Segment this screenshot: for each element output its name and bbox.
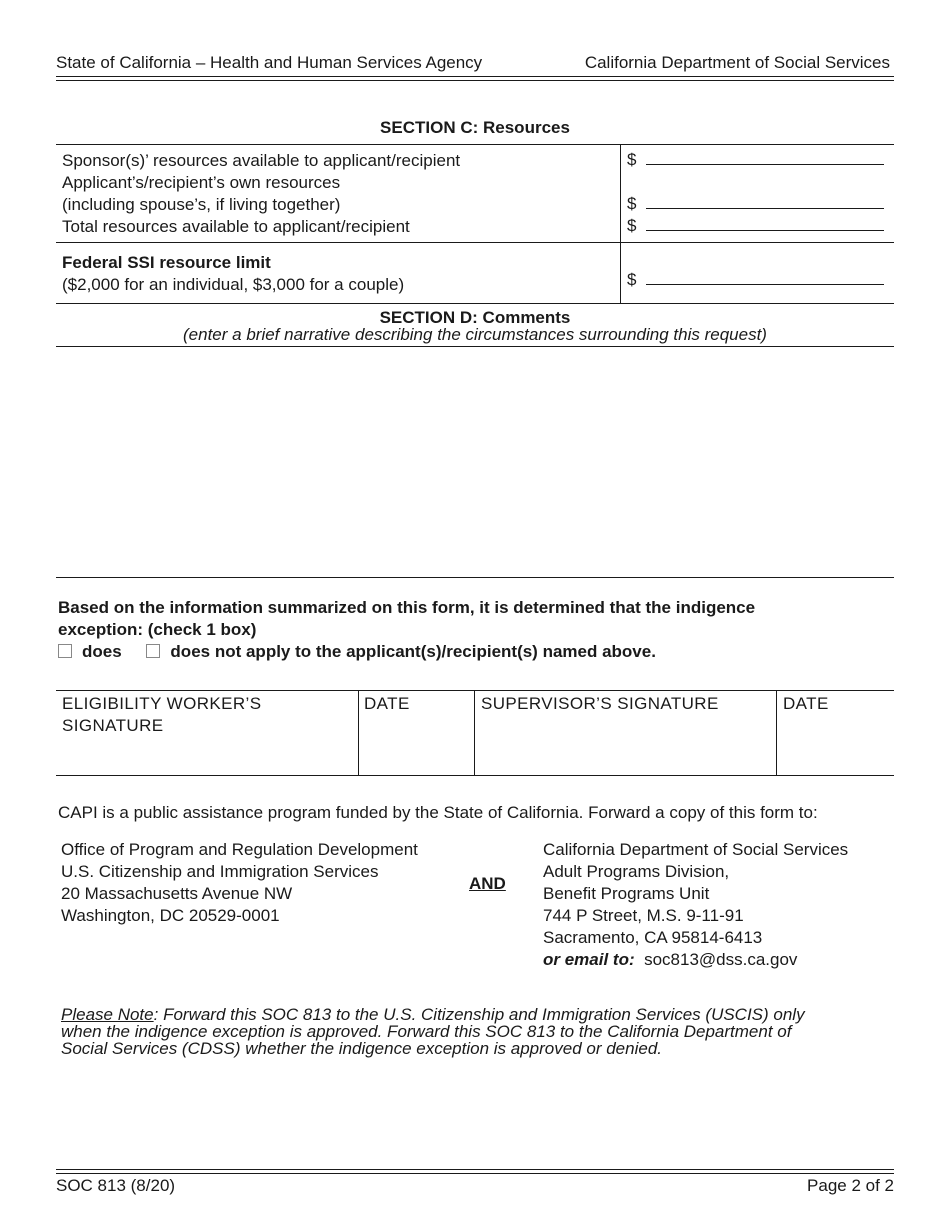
address-uscis-line1: Office of Program and Regulation Development — [61, 840, 418, 859]
sponsor-resources-label: Sponsor(s)’ resources available to applicant/recipient — [62, 151, 461, 170]
form-number: SOC 813 (8/20) — [56, 1176, 176, 1195]
note-line3: Social Services (CDSS) whether the indigence exception is approved or denied. — [61, 1039, 662, 1058]
dollar-sign: $ — [627, 194, 637, 213]
address-cdss-line1: California Department of Social Services — [543, 840, 849, 859]
does-option-label: does — [82, 642, 122, 661]
worker-signature-label-line1: ELIGIBILITY WORKER’S — [62, 694, 262, 713]
signature-rule-bottom — [56, 775, 894, 776]
sponsor-resources-input-line[interactable] — [646, 148, 884, 165]
date1-label: DATE — [364, 694, 410, 713]
section-c-row-divider — [56, 242, 894, 243]
note-line2: when the indigence exception is approved. Forward this SOC 813 to the California Department of — [61, 1022, 792, 1041]
own-resources-field[interactable] — [627, 192, 884, 215]
comments-area[interactable] — [56, 347, 894, 577]
capi-statement: CAPI is a public assistance program funded by the State of California. Forward a copy of this form to: — [58, 803, 818, 822]
address-cdss-line4: 744 P Street, M.S. 9-11-91 — [543, 906, 744, 925]
address-uscis-line2: U.S. Citizenship and Immigration Services — [61, 862, 379, 881]
note-label: Please Note — [61, 1005, 154, 1024]
section-c-title: SECTION C: Resources — [380, 118, 570, 137]
email-link[interactable]: soc813@dss.ca.gov — [644, 950, 798, 969]
address-cdss-line5: Sacramento, CA 95814-6413 — [543, 928, 763, 947]
footer-rule-top — [56, 1169, 894, 1170]
does-checkbox[interactable] — [58, 644, 72, 658]
footer-rule-bottom — [56, 1173, 894, 1174]
header-agency: State of California – Health and Human Services Agency — [56, 53, 483, 72]
supervisor-signature-label: SUPERVISOR’S SIGNATURE — [481, 694, 719, 713]
address-uscis — [61, 839, 418, 927]
own-resources-note: (including spouse’s, if living together) — [62, 195, 341, 214]
section-c-rule-top — [56, 144, 894, 145]
ssi-limit-label: Federal SSI resource limit — [62, 253, 271, 272]
section-d-title: SECTION D: Comments — [379, 308, 571, 327]
header-rule-bottom — [56, 80, 894, 81]
determination-instruction: exception: (check 1 box) — [58, 620, 257, 639]
determination-statement: Based on the information summarized on this form, it is determined that the indigence — [58, 598, 756, 617]
dollar-sign: $ — [627, 216, 637, 235]
and-label: AND — [469, 874, 506, 893]
ssi-limit-note: ($2,000 for an individual, $3,000 for a couple) — [62, 275, 405, 294]
header-rule-top — [56, 76, 894, 77]
section-c-rule-bottom — [56, 303, 894, 304]
section-c-column-divider — [620, 144, 621, 303]
comments-rule-bottom — [56, 577, 894, 578]
worker-signature-label-line2: SIGNATURE — [62, 716, 164, 735]
own-resources-input-line[interactable] — [646, 192, 884, 209]
ssi-limit-field[interactable] — [627, 268, 884, 291]
address-uscis-line4: Washington, DC 20529-0001 — [61, 906, 280, 925]
email-label: or email to: — [543, 950, 635, 969]
sponsor-resources-field[interactable] — [627, 148, 884, 171]
address-cdss-line3: Benefit Programs Unit — [543, 884, 710, 903]
please-note — [61, 1004, 805, 1060]
does-not-checkbox[interactable] — [146, 644, 160, 658]
total-resources-field[interactable] — [627, 214, 884, 237]
dollar-sign: $ — [627, 150, 637, 169]
determination-options — [58, 641, 656, 663]
date2-label: DATE — [783, 694, 829, 713]
header-department: California Department of Social Services — [584, 53, 890, 72]
address-cdss — [543, 839, 848, 971]
total-resources-label: Total resources available to applicant/recipient — [62, 217, 410, 236]
note-line1-text: : Forward this SOC 813 to the U.S. Citizenship and Immigration Services (USCIS) only — [153, 1005, 805, 1024]
does-not-option-label: does not apply to the applicant(s)/recipient(s) named above. — [170, 642, 656, 661]
dollar-sign: $ — [627, 270, 637, 289]
total-resources-input-line[interactable] — [646, 214, 884, 231]
own-resources-label: Applicant’s/recipient’s own resources — [62, 173, 341, 192]
page-number: Page 2 of 2 — [807, 1176, 894, 1195]
email-line — [543, 949, 848, 971]
address-uscis-line3: 20 Massachusetts Avenue NW — [61, 884, 293, 903]
worker-signature-label — [62, 693, 261, 737]
address-cdss-line2: Adult Programs Division, — [543, 862, 730, 881]
ssi-limit-input-line[interactable] — [646, 268, 884, 285]
section-d-subtitle: (enter a brief narrative describing the circumstances surrounding this request) — [183, 325, 767, 344]
